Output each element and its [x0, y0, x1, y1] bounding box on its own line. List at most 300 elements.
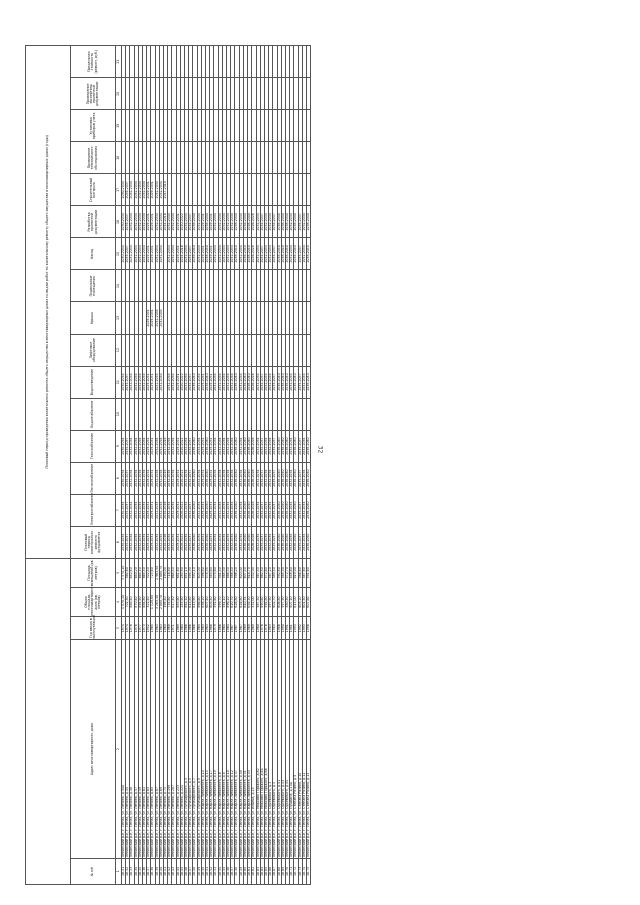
period-cell: 2038-2040 — [294, 430, 298, 462]
row-number: 16.32 — [126, 858, 130, 884]
period-cell: 2029-2031 — [147, 526, 151, 558]
row-number: 16.53 — [214, 858, 218, 884]
period-cell: 2032-2034 — [134, 366, 138, 398]
year-cell: 1966 — [218, 617, 222, 640]
area-cell: 532,00 — [252, 587, 256, 616]
period-cell: 2032-2034 — [302, 494, 306, 526]
period-cell: 2030-2034 — [122, 494, 126, 526]
period-cell: 2035-2037 — [298, 462, 302, 494]
period-cell: 2038-2040 — [285, 238, 289, 270]
column-number: 14 — [116, 270, 122, 302]
premises-area-cell: 640,20 — [134, 558, 138, 587]
row-number: 16.36 — [143, 858, 147, 884]
period-cell: 2032-2034 — [239, 366, 243, 398]
row-number: 16.41 — [164, 858, 168, 884]
period-cell: 2032-2034 — [168, 366, 172, 398]
period-cell: 2026-2028 — [252, 494, 256, 526]
period-cell: 2020-2022 — [180, 430, 184, 462]
row-number: 16.60 — [243, 858, 247, 884]
period-cell: 2020-2022 — [180, 494, 184, 526]
period-cell: 2032-2034 — [197, 526, 201, 558]
address-cell: Ленинский р-н, г. Пенза, ул. Пушкина, д.15А — [290, 640, 294, 858]
address-cell: Ленинский р-н, г. Пенза, ул. Ленина, д.213 — [176, 640, 180, 858]
area-cell: 639,30 — [248, 587, 252, 616]
period-cell: 2032-2034 — [143, 462, 147, 494]
period-cell — [306, 174, 310, 206]
period-cell: 2029-2031 — [201, 462, 205, 494]
period-cell: 2032-2034 — [134, 238, 138, 270]
row-number: 16.51 — [206, 858, 210, 884]
year-cell: 1974 — [122, 617, 126, 640]
row-number: 16.71 — [290, 858, 294, 884]
period-cell: 2038-2040 — [248, 430, 252, 462]
period-cell: 2038-2040 — [281, 206, 285, 238]
area-cell: 594,80 — [264, 587, 268, 616]
premises-area-cell: 572,70 — [285, 558, 289, 587]
period-cell: 2029-2031 — [147, 238, 151, 270]
period-cell: 2032-2034 — [172, 238, 176, 270]
column-number: 20 — [116, 78, 122, 110]
year-cell: 1964 — [222, 617, 226, 640]
premises-area-cell: 572,80 — [264, 558, 268, 587]
period-cell: 2035-2037 — [260, 462, 264, 494]
period-cell: 2030-2034 — [122, 430, 126, 462]
column-header: Электроснабжение — [71, 494, 116, 526]
premises-area-cell: 858,60 — [290, 558, 294, 587]
period-cell: 2032-2034 — [218, 430, 222, 462]
address-cell: Ленинский р-н, г. Пенза, ул. Одоевского, д.43 — [281, 640, 285, 858]
period-cell: 2032-2034 — [168, 526, 172, 558]
period-cell: 2038-2040 — [277, 366, 281, 398]
address-cell: Ленинский р-н, г. Пенза, ул. Ленина, д.221 — [180, 640, 184, 858]
address-cell: Ленинский р-н, г. Пенза, ул. Ильича, д.15 — [252, 640, 256, 858]
period-cell: 2038-2040 — [193, 238, 197, 270]
row-number: 16.46 — [185, 858, 189, 884]
period-cell: 2032-2034 — [134, 462, 138, 494]
period-cell: 2020-2022 — [180, 366, 184, 398]
period-cell: 2032-2034 — [134, 526, 138, 558]
period-cell: 2032-2034 — [218, 494, 222, 526]
area-cell: 884,80 — [143, 587, 147, 616]
period-cell: 2038-2040 — [306, 462, 310, 494]
period-cell: 2032-2034 — [185, 366, 189, 398]
period-cell: 2038-2040 — [294, 238, 298, 270]
period-cell: 2038-2040 — [235, 430, 239, 462]
address-cell: Ленинский р-н, г. Пенза, ул. Луначарского, д.9 — [197, 640, 201, 858]
column-header: Проведение технического обследования — [71, 142, 116, 174]
row-number: 16.69 — [281, 858, 285, 884]
period-cell: 2032-2034 — [256, 238, 260, 270]
period-cell: 2029-2031 — [201, 526, 205, 558]
row-number: 16.40 — [159, 858, 163, 884]
period-cell: 2038-2040 — [206, 238, 210, 270]
period-cell: 2038-2040 — [277, 206, 281, 238]
address-cell: Ленинский р-н, г. Пенза, ул. Ленина, д.54а — [122, 640, 126, 858]
row-number: 16.62 — [252, 858, 256, 884]
row-number: 16.50 — [201, 858, 205, 884]
period-cell: 2032-2034 — [290, 526, 294, 558]
period-cell: 2032-2034 — [227, 238, 231, 270]
period-cell: 2032-2034 — [231, 238, 235, 270]
table-row — [306, 46, 310, 885]
premises-area-cell: 588,40 — [231, 558, 235, 587]
period-cell: 2032-2034 — [290, 206, 294, 238]
column-header-row — [71, 46, 116, 885]
address-cell: Ленинский р-н, г. Пенза, ул. Ленина, д.57 — [134, 640, 138, 858]
period-cell: 2035-2037 — [298, 238, 302, 270]
period-cell: 2032-2034 — [130, 494, 134, 526]
row-number: 16.73 — [298, 858, 302, 884]
period-cell: 2035-2037 — [189, 430, 193, 462]
period-cell: 2032-2034 — [264, 238, 268, 270]
year-cell: 1990 — [281, 617, 285, 640]
premises-area-cell: 567,50 — [256, 558, 260, 587]
period-cell: 2026-2028 — [252, 526, 256, 558]
period-cell: 2038-2040 — [277, 526, 281, 558]
period-cell: 2029-2031 — [201, 430, 205, 462]
column-number: 4 — [116, 587, 122, 616]
column-header: Водоснабжение — [71, 398, 116, 430]
period-cell: 2030-2034 — [122, 174, 126, 206]
row-number: 16.49 — [197, 858, 201, 884]
address-cell: Ленинский р-н, г. Пенза, ул. Карла Либкнехта, д.8 — [222, 640, 226, 858]
period-cell: 2029-2031 — [147, 430, 151, 462]
period-cell: 2032-2034 — [138, 494, 142, 526]
period-cell: 2032-2034 — [231, 494, 235, 526]
period-cell: 2032-2034 — [155, 302, 159, 334]
period-cell: 2032-2034 — [214, 238, 218, 270]
period-cell: 2032-2034 — [168, 206, 172, 238]
period-cell: 2029-2031 — [201, 238, 205, 270]
period-cell: 2026-2028 — [252, 238, 256, 270]
period-cell: 2032-2034 — [264, 366, 268, 398]
period-cell: 2032-2034 — [302, 238, 306, 270]
period-cell: 2032-2034 — [264, 494, 268, 526]
period-cell: 2029-2031 — [201, 206, 205, 238]
period-cell: 2029-2031 — [201, 494, 205, 526]
period-cell: 2032-2034 — [256, 206, 260, 238]
period-cell: 2038-2040 — [294, 526, 298, 558]
period-cell: 2032-2034 — [155, 526, 159, 558]
period-cell: 2029-2031 — [210, 206, 214, 238]
period-cell: 2032-2034 — [302, 206, 306, 238]
period-cell: 2035-2037 — [298, 494, 302, 526]
period-cell: 2029-2031 — [151, 526, 155, 558]
premises-area-cell: 565,30 — [222, 558, 226, 587]
column-header: Адрес многоквартирного дома — [71, 640, 116, 858]
area-cell: 581,10 — [222, 587, 226, 616]
period-cell: 2032-2034 — [227, 462, 231, 494]
period-cell: 2032-2034 — [185, 526, 189, 558]
period-cell: 2032-2034 — [218, 366, 222, 398]
period-cell: 2029-2031 — [151, 494, 155, 526]
period-cell: 2032-2034 — [168, 462, 172, 494]
column-header: Подвальные помещения — [71, 270, 116, 302]
column-header: Водоотведение — [71, 366, 116, 398]
period-cell: 2035-2037 — [189, 462, 193, 494]
period-cell: 2014-2016 — [164, 206, 168, 238]
area-cell: 597,90 — [281, 587, 285, 616]
period-cell: 2038-2040 — [306, 366, 310, 398]
period-cell: 2035-2037 — [298, 430, 302, 462]
period-cell: 2038-2040 — [193, 526, 197, 558]
column-number: 8 — [116, 462, 122, 494]
period-cell: 2029-2031 — [176, 526, 180, 558]
premises-area-cell: 619,00 — [294, 558, 298, 587]
period-cell: 2032-2034 — [222, 494, 226, 526]
period-cell: 2032-2034 — [227, 430, 231, 462]
period-cell: 2032-2034 — [197, 206, 201, 238]
area-cell: 620,70 — [231, 587, 235, 616]
premises-area-cell: 190,00 — [164, 558, 168, 587]
period-cell: 2032-2034 — [130, 174, 134, 206]
column-number: 6 — [116, 526, 122, 558]
column-number: 16 — [116, 206, 122, 238]
period-cell: 2035-2037 — [273, 526, 277, 558]
column-number: 17 — [116, 174, 122, 206]
address-cell: Ленинский р-н, г. Пенза, ул. Максима Горького, д.62 — [256, 640, 260, 858]
period-cell: 2038-2040 — [285, 366, 289, 398]
period-cell: 2032-2034 — [138, 462, 142, 494]
period-cell: 2035-2037 — [126, 206, 130, 238]
period-cell: 2032-2034 — [197, 366, 201, 398]
period-cell: 2032-2034 — [155, 174, 159, 206]
premises-area-cell: 585,30 — [281, 558, 285, 587]
period-cell: 2029-2031 — [147, 494, 151, 526]
period-cell: 2029-2031 — [176, 462, 180, 494]
address-cell: Ленинский р-н, г. Пенза, ул. Луначарского, д.5 — [189, 640, 193, 858]
premises-area-cell: 2 880,70 — [159, 558, 163, 587]
year-cell: 1964 — [180, 617, 184, 640]
period-cell: 2029-2031 — [151, 462, 155, 494]
period-cell: 2030-2034 — [122, 366, 126, 398]
address-cell: Ленинский р-н, г. Пенза, ул. Луначарского, д.3 — [185, 640, 189, 858]
period-cell: 2029-2031 — [210, 462, 214, 494]
period-cell: 2035-2037 — [260, 366, 264, 398]
period-cell: 2035-2037 — [298, 366, 302, 398]
period-cell: 2038-2040 — [277, 238, 281, 270]
period-cell: 2038-2040 — [243, 526, 247, 558]
period-cell: 2032-2034 — [222, 462, 226, 494]
row-number: 16.66 — [269, 858, 273, 884]
period-cell: 2038-2040 — [248, 462, 252, 494]
period-cell: 2017-2019 — [164, 174, 168, 206]
period-cell: 2038-2040 — [206, 526, 210, 558]
address-cell: Ленинский р-н, г. Пенза, ул. Ленина, д.59 — [138, 640, 142, 858]
period-cell: 2032-2034 — [172, 494, 176, 526]
row-number: 16.67 — [273, 858, 277, 884]
period-cell: 2029-2031 — [151, 206, 155, 238]
row-number: 16.56 — [227, 858, 231, 884]
year-cell: 1993 — [302, 617, 306, 640]
period-cell: 2038-2040 — [306, 206, 310, 238]
period-cell: 2032-2034 — [138, 206, 142, 238]
period-cell: 2035-2037 — [189, 238, 193, 270]
period-cell: 2032-2034 — [168, 494, 172, 526]
row-number: 16.68 — [277, 858, 281, 884]
period-cell: 2020-2022 — [180, 526, 184, 558]
period-cell: 2032-2034 — [290, 238, 294, 270]
premises-area-cell: 583,60 — [210, 558, 214, 587]
period-cell: 2032-2034 — [214, 366, 218, 398]
period-cell: 2032-2034 — [159, 430, 163, 462]
period-cell: 2035-2037 — [298, 526, 302, 558]
column-number: 2 — [116, 640, 122, 858]
address-cell: Ленинский р-н, г. Пенза, ул. Ленина, д.56 — [130, 640, 134, 858]
premises-area-cell: 596,80 — [201, 558, 205, 587]
year-cell: 1976 — [260, 617, 264, 640]
period-cell: 2038-2040 — [206, 462, 210, 494]
column-header: Лифтовое оборудование — [71, 334, 116, 366]
period-cell: 2032-2034 — [302, 526, 306, 558]
column-header: Проведение экспертизы проектной документации — [71, 78, 116, 110]
column-header: Установка приборов учета — [71, 110, 116, 142]
row-number: 16.72 — [294, 858, 298, 884]
year-cell: 1971 — [172, 617, 176, 640]
address-cell: Ленинский р-н, г. Пенза, ул. Карла Либкнехта, д.19 — [214, 640, 218, 858]
area-cell: 702,30 — [126, 587, 130, 616]
area-cell: 896,20 — [227, 587, 231, 616]
period-cell: 2032-2034 — [264, 526, 268, 558]
column-header: Площадь помещений (кв. метров) — [71, 558, 116, 587]
period-cell: 2038-2040 — [235, 238, 239, 270]
period-cell — [306, 334, 310, 366]
period-cell: 2030-2034 — [122, 462, 126, 494]
premises-area-cell: 2 963,50 — [155, 558, 159, 587]
period-cell: 2035-2037 — [126, 366, 130, 398]
period-cell: 2038-2040 — [243, 430, 247, 462]
document-sheet — [25, 45, 615, 885]
year-cell: 1996 — [306, 617, 310, 640]
period-cell: 2030-2034 — [122, 238, 126, 270]
period-cell: 2029-2031 — [147, 462, 151, 494]
period-cell: 2032-2034 — [172, 366, 176, 398]
group-header: Плановый период проведения капитального ремонта общего имущества в многоквартирных домах по видам работ по капитальному ремонту общего имущества в многоквартирных домах (годы) — [26, 46, 71, 559]
period-cell: 2035-2037 — [260, 494, 264, 526]
row-number: 16.57 — [231, 858, 235, 884]
area-cell: 894,90 — [138, 587, 142, 616]
premises-area-cell: 665,50 — [138, 558, 142, 587]
period-cell: 2035-2037 — [273, 366, 277, 398]
address-cell: Ленинский р-н, г. Пенза, ул. Карла Либкнехта, д.17 — [210, 640, 214, 858]
premises-area-cell: 862,50 — [260, 558, 264, 587]
period-cell: 2032-2034 — [138, 526, 142, 558]
period-cell: 2032-2034 — [302, 430, 306, 462]
period-cell: 2029-2031 — [210, 238, 214, 270]
period-cell: 2035-2037 — [273, 430, 277, 462]
period-cell: 2029-2031 — [151, 174, 155, 206]
period-cell — [306, 302, 310, 334]
address-cell: Ленинский р-н, г. Пенза, ул. Карла Либкнехта, д.12 — [231, 640, 235, 858]
period-cell: 2029-2031 — [151, 430, 155, 462]
area-cell: 626,80 — [239, 587, 243, 616]
year-cell: 1967 — [239, 617, 243, 640]
period-cell: 2032-2034 — [143, 526, 147, 558]
area-cell: 4 070,10 — [122, 587, 126, 616]
period-cell: 2029-2031 — [201, 366, 205, 398]
premises-area-cell: 607,40 — [243, 558, 247, 587]
period-cell: 2038-2040 — [206, 206, 210, 238]
row-number: 16.59 — [239, 858, 243, 884]
period-cell: 2029-2031 — [147, 302, 151, 334]
year-cell: 1979 — [214, 617, 218, 640]
period-cell: 2032-2034 — [256, 430, 260, 462]
period-cell: 2035-2037 — [126, 430, 130, 462]
period-cell: 2032-2034 — [264, 430, 268, 462]
year-cell: 1991 — [285, 617, 289, 640]
period-cell: 2038-2040 — [206, 366, 210, 398]
column-number: 11 — [116, 366, 122, 398]
row-number: 16.61 — [248, 858, 252, 884]
period-cell: 2032-2034 — [290, 366, 294, 398]
address-cell: Ленинский р-н, г. Пенза, ул. Ленина, д.71 — [164, 640, 168, 858]
area-cell: 603,40 — [210, 587, 214, 616]
address-cell: Ленинский р-н, г. Пенза, ул. Карла Либкнехта, д.47 — [235, 640, 239, 858]
period-cell: 2038-2040 — [277, 430, 281, 462]
column-number: 15 — [116, 238, 122, 270]
period-cell: 2038-2040 — [193, 494, 197, 526]
period-cell: 2032-2034 — [231, 206, 235, 238]
period-cell: 2032-2034 — [159, 238, 163, 270]
period-cell: 2032-2034 — [168, 238, 172, 270]
row-number: 16.64 — [260, 858, 264, 884]
year-cell: 1952 — [147, 617, 151, 640]
period-cell: 2032-2034 — [185, 430, 189, 462]
period-cell: 2032-2034 — [155, 494, 159, 526]
period-cell: 2038-2040 — [281, 462, 285, 494]
period-cell: 2014-2016 — [164, 494, 168, 526]
address-cell: Ленинский р-н, г. Пенза, ул. Ленина, д.207 — [172, 640, 176, 858]
column-header: Фасад — [71, 238, 116, 270]
column-header: Предельная стоимость (ремонт, руб.) — [71, 46, 116, 78]
period-cell: 2032-2034 — [159, 462, 163, 494]
area-cell: 322,40 — [147, 587, 151, 616]
row-number: 16.47 — [189, 858, 193, 884]
year-cell: 1967 — [235, 617, 239, 640]
period-cell: 2032-2034 — [197, 430, 201, 462]
premises-area-cell: 592,10 — [193, 558, 197, 587]
period-cell: 2035-2037 — [189, 494, 193, 526]
column-header: Теплоснабжение — [71, 462, 116, 494]
period-cell: 2038-2040 — [193, 206, 197, 238]
area-cell: 890,60 — [260, 587, 264, 616]
column-header: Разработка проектной документации — [71, 206, 116, 238]
premises-area-cell: 586,80 — [298, 558, 302, 587]
row-number: 16.75 — [306, 858, 310, 884]
year-cell: 1966 — [189, 617, 193, 640]
period-cell: 2014-2016 — [180, 238, 184, 270]
period-cell: 2038-2040 — [277, 462, 281, 494]
row-number: 16.33 — [130, 858, 134, 884]
area-cell: 613,90 — [193, 587, 197, 616]
period-cell: 2032-2034 — [159, 366, 163, 398]
period-cell: 2038-2040 — [193, 366, 197, 398]
address-cell: Ленинский р-н, г. Пенза, ул. Карла Либкнехта, д.15 — [206, 640, 210, 858]
period-cell: 2032-2034 — [256, 526, 260, 558]
year-cell: 1966 — [210, 617, 214, 640]
period-cell: 2038-2040 — [243, 206, 247, 238]
period-cell: 2032-2034 — [302, 462, 306, 494]
period-cell: 2032-2034 — [269, 494, 273, 526]
address-cell: Ленинский р-н, г. Пенза, ул. Карла Либкнехта, д.53 — [248, 640, 252, 858]
period-cell: 2032-2034 — [290, 494, 294, 526]
period-cell: 2038-2040 — [306, 494, 310, 526]
address-cell: Ленинский р-н, г. Пенза, ул. Степана Разина, д.11 — [302, 640, 306, 858]
year-cell: 1981 — [290, 617, 294, 640]
period-cell: 2035-2037 — [189, 206, 193, 238]
row-number: 16.63 — [256, 858, 260, 884]
premises-area-cell: 575,60 — [214, 558, 218, 587]
